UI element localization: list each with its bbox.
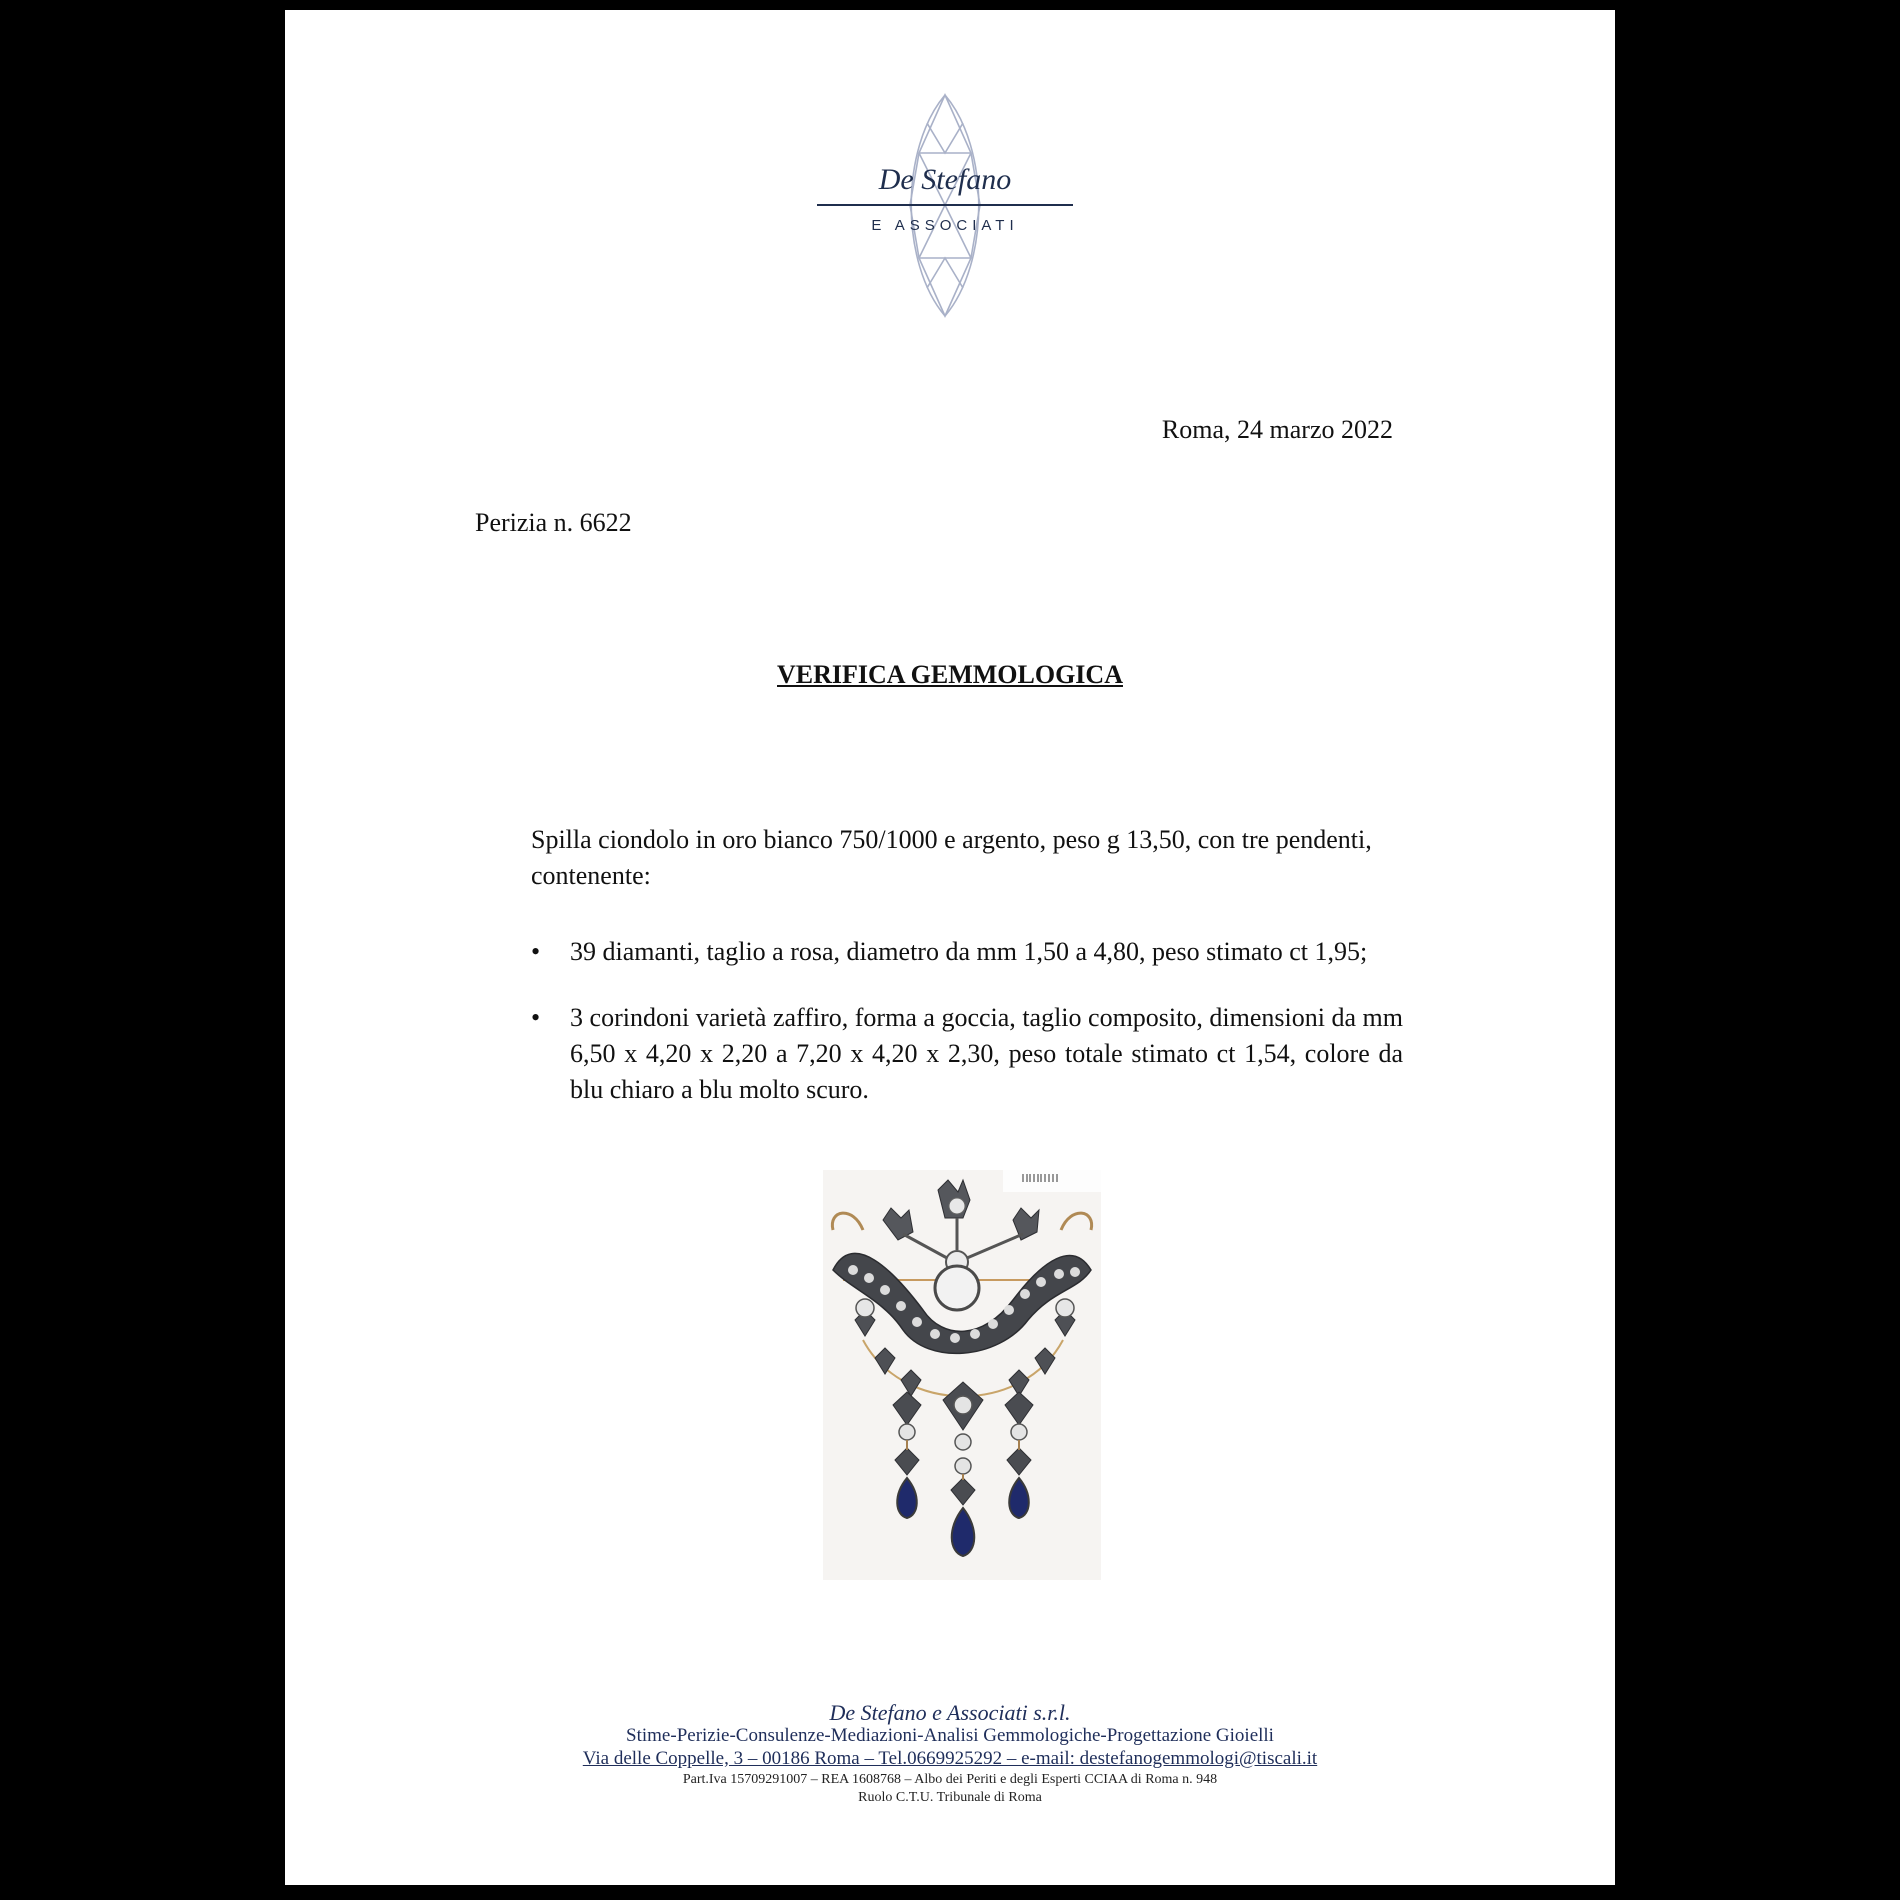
footer-services: Stime-Perizie-Consulenze-Mediazioni-Analisi Gemmologiche-Progettazione Gioielli (626, 1725, 1274, 1746)
bullet-marker: • (531, 937, 541, 966)
bullet-marker: • (531, 1003, 541, 1032)
logo-name: De Stefano (878, 163, 1012, 196)
company-logo (815, 93, 1075, 318)
item-description: Spilla ciondolo in oro bianco 750/1000 e argento, peso g 13,50, con tre pendenti, contenente: (531, 825, 1372, 890)
footer-company: De Stefano e Associati s.r.l. (829, 1700, 1071, 1725)
document-date: Roma, 24 marzo 2022 (1161, 415, 1393, 444)
list-item-text: 39 diamanti, taglio a rosa, diametro da mm 1,50 a 4,80, peso stimato ct 1,95; (570, 937, 1368, 966)
marquise-diamond-icon (815, 93, 1075, 318)
list-item (531, 1000, 1403, 1108)
brooch-image (823, 1170, 1101, 1580)
footer-registry: Part.Iva 15709291007 – REA 1608768 – Albo dei Periti e degli Esperti CCIAA di Roma n. 948 (682, 1772, 1218, 1787)
document-page (285, 10, 1615, 1885)
reference-number: Perizia n. 6622 (475, 508, 632, 537)
list-item (531, 934, 1403, 970)
jewel-photo (823, 1170, 1101, 1580)
document-title: VERIFICA GEMMOLOGICA (777, 660, 1123, 689)
list-item-text: 3 corindoni varietà zaffiro, forma a goccia, taglio composito, dimensioni da mm 6,50 x 4,20 x 2,20 a 7,20 x 4,20 x 2,30, peso totale stimato ct 1,54, colore da blu chiaro a blu molto scuro. (570, 1003, 1403, 1104)
footer-court: Ruolo C.T.U. Tribunale di Roma (858, 1790, 1042, 1805)
logo-subtitle: E ASSOCIATI (871, 217, 1019, 234)
footer-contact: Via delle Coppelle, 3 – 00186 Roma – Tel.0669925292 – e-mail: destefanogemmologi@tiscali.it (582, 1748, 1318, 1769)
